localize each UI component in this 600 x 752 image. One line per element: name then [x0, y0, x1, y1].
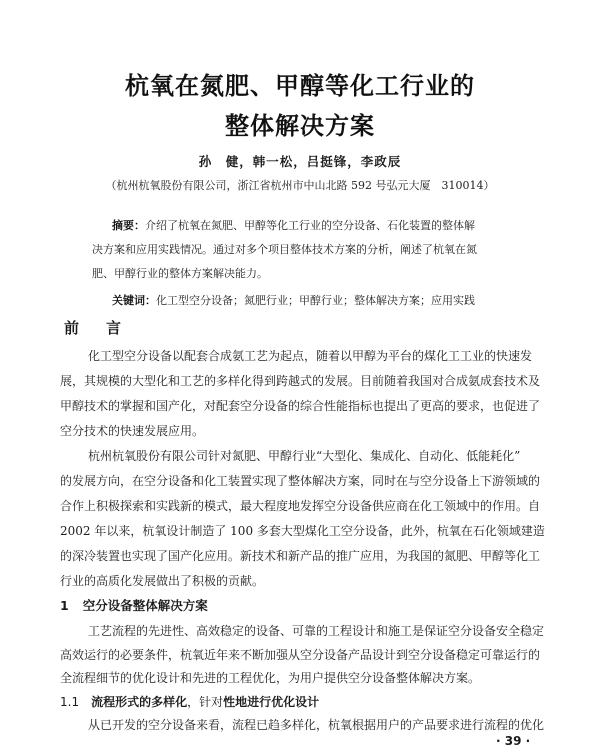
- section-1-title: 空分设备整体解决方案: [82, 598, 208, 613]
- intro-line-3: 甲醇技术的掌握和国产化，对配套空分设备的综合性能指标也提出了更高的要求，也促进了: [60, 399, 541, 413]
- intro-line-4: 空分技术的快速发展应用。: [60, 424, 205, 438]
- intro-line-6: 的发展方向，在空分设备和化工装置实现了整体解决方案，同时在与空分设备上下游领域的: [60, 474, 541, 488]
- section-1-line-1: 工艺流程的先进性、高效稳定的设备、可靠的工程设计和施工是保证空分设备安全稳定: [88, 624, 545, 638]
- keywords-text: 化工型空分设备；氮肥行业；甲醇行业；整体解决方案；应用实践: [156, 294, 475, 307]
- intro-line-2: 展，其规模的大型化和工艺的多样化得到跨越式的发展。目前随着我国对合成氨成套技术及: [60, 374, 541, 388]
- author-list: 孙 健，韩一松，吕挺锋，李政辰: [198, 154, 402, 169]
- abstract-text-1: 介绍了杭氧在氮肥、甲醇等化工行业的空分设备、石化装置的整体解: [145, 219, 475, 232]
- keywords: [112, 292, 542, 308]
- subsection-1-1-sep: ，: [187, 695, 200, 709]
- abstract-line-3: 肥、甲醇行业的整体方案解决能力。: [92, 267, 268, 280]
- section-1-heading: [60, 596, 208, 614]
- article-title-line-1: 杭氧在氮肥、甲醇等化工行业的: [125, 72, 475, 100]
- subsection-1-1-title-b: 性地进行优化设计: [223, 695, 320, 709]
- keywords-label: 关键词：: [112, 294, 156, 307]
- section-1-line-3: 全流程细节的优化设计和先进的工程优化，为用户提供空分设备整体解决方案。: [60, 671, 481, 685]
- section-1-line-2: 高效运行的必要条件，杭氧近年来不断加强从空分设备产品设计到空分设备稳定可靠运行的: [60, 648, 541, 662]
- intro-line-8: 2002 年以来，杭氧设计制造了 100 多套大型煤化工空分设备，此外，杭氧在石化领域建造: [60, 524, 545, 538]
- subsection-1-1-heading: [60, 693, 319, 710]
- intro-line-7: 合作上积极探索和实践新的模式，最大程度地发挥空分设备供应商在化工领域中的作用。自: [60, 499, 541, 513]
- section-1-number: 1: [60, 598, 69, 613]
- author-affiliation: （杭州杭氧股份有限公司，浙江省杭州市中山北路 592 号弘元大厦 310014）: [105, 179, 495, 192]
- subsection-1-1-title-plain: 针对: [199, 695, 224, 709]
- intro-line-10: 行业的高质化发展做出了积极的贡献。: [60, 574, 265, 588]
- intro-line-5: 杭州杭氧股份有限公司针对氮肥、甲醇行业“大型化、集成化、自动化、低能耗化”: [88, 449, 521, 463]
- subsection-1-1-line-1: 从已开发的空分设备来看，流程已趋多样化，杭氧根据用户的产品要求进行流程的优化: [88, 718, 545, 732]
- intro-line-1: 化工型空分设备以配套合成氨工艺为起点，随着以甲醇为平台的煤化工工业的快速发: [88, 349, 533, 363]
- subsection-1-1-title-a: 流程形式的多样化: [91, 695, 188, 709]
- intro-heading: 前 言: [64, 319, 128, 337]
- article-title-line-2: 整体解决方案: [225, 112, 375, 140]
- abstract-line-2: 决方案和应用实践情况。通过对多个项目整体技术方案的分析，阐述了杭氧在氮: [92, 243, 477, 256]
- intro-line-9: 的深冷装置也实现了国产化应用。新技术和新产品的推广应用，为我国的氮肥、甲醇等化工: [60, 549, 541, 563]
- page-number: · 39 ·: [496, 734, 531, 748]
- abstract-label: 摘要：: [112, 219, 145, 232]
- abstract-line-1: [112, 214, 542, 238]
- subsection-1-1-number: 1.1: [60, 695, 80, 709]
